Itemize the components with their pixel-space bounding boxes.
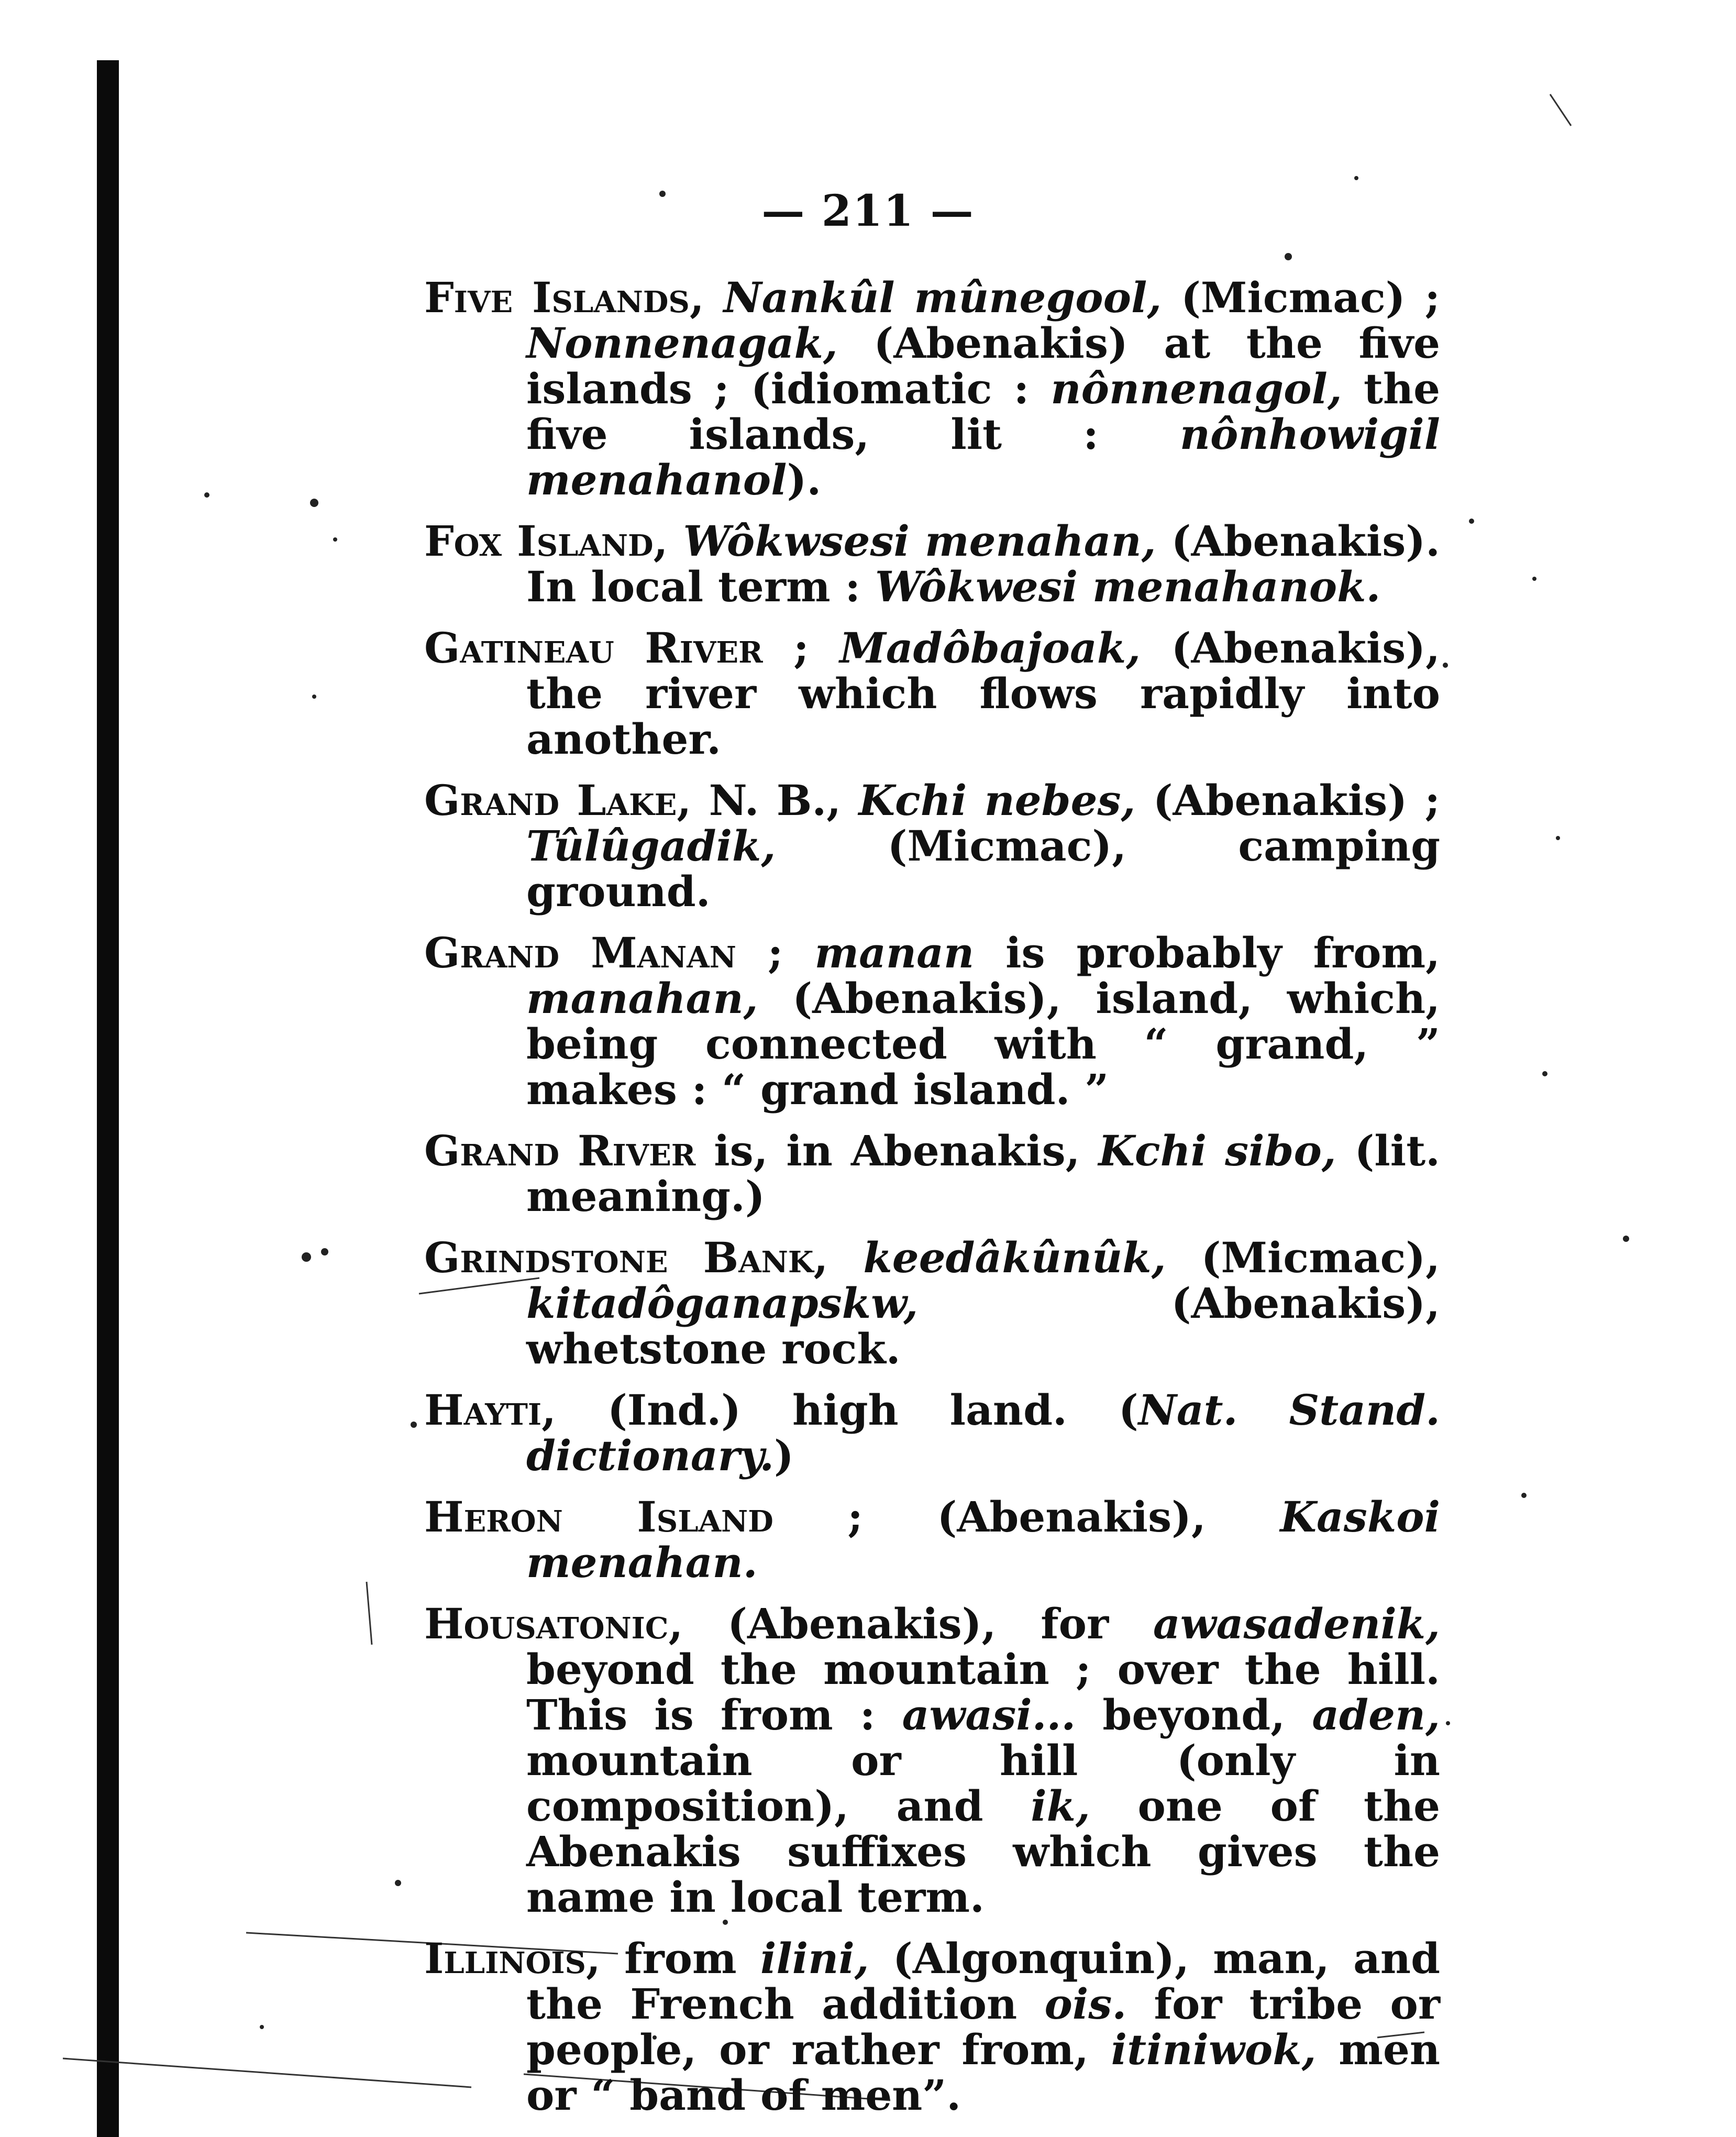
entry-headword: Housatonic, <box>424 1599 683 1648</box>
entry-text <box>668 516 683 566</box>
entry-text: (lit. meaning.) <box>526 1126 1440 1221</box>
native-name: manan <box>814 928 975 977</box>
entry-text: ; <box>736 928 815 977</box>
entry <box>424 1235 1440 1372</box>
entry-headword: Grand River <box>424 1126 696 1175</box>
native-name: nônnenagol, <box>1051 364 1342 413</box>
entry-text: for tribe or people, or rather from, <box>526 1979 1440 2074</box>
entry <box>424 1128 1440 1219</box>
entry-text: (Micmac), <box>1166 1233 1440 1282</box>
entry <box>424 275 1440 503</box>
entry <box>424 1387 1440 1479</box>
entry-text: (Abenakis), whetstone rock. <box>526 1279 1440 1373</box>
entry-headword: Illinois, <box>424 1934 601 1983</box>
entry-text: the five islands, lit : <box>526 364 1441 459</box>
entry-text: from <box>600 1934 760 1983</box>
entry-text: ). <box>787 455 822 504</box>
entry-text: (Abenakis), the river which flows rapidly into another. <box>526 623 1441 764</box>
entry-text: (Ind.) high land. ( <box>556 1385 1138 1435</box>
entry-text: ) <box>774 1431 794 1480</box>
native-name: manahan, <box>526 974 758 1023</box>
entry-text: is, in Abenakis, <box>695 1126 1099 1175</box>
entry-text: (Abenakis). In local term : <box>526 516 1440 611</box>
gazetteer-entries <box>424 275 1440 2134</box>
entry-text: (Abenakis) ; <box>1135 776 1441 825</box>
entry-text: is probably from, <box>974 928 1441 977</box>
native-name: kitadôganapskw, <box>526 1279 919 1328</box>
entry-headword: Heron Island <box>424 1492 773 1541</box>
entry-headword: Five Islands, <box>424 273 704 322</box>
entry-text: (Abenakis), island, which, being connected with “ grand, ” makes : “ grand island. ” <box>526 974 1440 1114</box>
entry-headword: Fox Island, <box>424 516 668 566</box>
entry-text: ; (Abenakis), <box>773 1492 1280 1541</box>
entry-headword: Gatineau River <box>424 623 763 673</box>
native-name: Wôkwsesi menahan, <box>683 516 1156 566</box>
entry-text <box>828 1233 863 1282</box>
native-name: Kchi nebes, <box>858 776 1136 825</box>
page-number: — 211 — <box>761 186 975 236</box>
native-name: Madôbajoak, <box>839 623 1141 673</box>
native-name: itiniwok, <box>1111 2025 1317 2074</box>
entry-text: (Abenakis) at the five islands ; (idiomatic : <box>526 318 1440 413</box>
native-name: awasi... <box>902 1690 1076 1739</box>
entry-text <box>704 273 724 322</box>
entry-headword: Grand Lake, <box>424 776 692 825</box>
entry-text: (Micmac) ; <box>1162 273 1440 322</box>
entry-text: (Micmac), camping ground. <box>526 821 1440 916</box>
native-name: aden, <box>1312 1690 1441 1739</box>
entry-text: (Abenakis), for <box>683 1599 1153 1648</box>
entry-headword: Hayti, <box>424 1385 556 1435</box>
entry <box>424 1936 1440 2118</box>
native-name: ik, <box>1031 1781 1090 1831</box>
native-name: awasadenik, <box>1153 1599 1440 1648</box>
native-name: Nat. Stand. dictionary. <box>526 1385 1440 1480</box>
native-name: Kaskoi menahan. <box>526 1492 1440 1587</box>
entry <box>424 1601 1440 1920</box>
entry-headword: Grand Manan <box>424 928 736 977</box>
entry <box>424 778 1440 915</box>
entry-text: beyond, <box>1076 1690 1312 1739</box>
native-name: Kchi sibo, <box>1098 1126 1336 1175</box>
native-name: Wôkwesi menahanok. <box>875 562 1381 611</box>
entry-text: ; <box>762 623 840 673</box>
entry <box>424 625 1440 762</box>
native-name: nônhowigil menahanol <box>526 410 1440 504</box>
native-name: ois. <box>1044 1979 1127 2029</box>
entry-text: (Algonquin), man, and the French addition <box>526 1934 1440 2029</box>
entry-text: men or “ band of men”. <box>526 2025 1441 2120</box>
native-name: Tûlûgadik, <box>526 821 776 871</box>
entry <box>424 1494 1440 1585</box>
entry <box>424 930 1440 1112</box>
entry-text: beyond the mountain ; over the hill. This is from : <box>526 1645 1440 1739</box>
entry-text: N. B., <box>691 776 859 825</box>
native-name: keedâkûnûk, <box>863 1233 1166 1282</box>
entry-text: mountain or hill (only in composition), and <box>526 1736 1440 1831</box>
entry-headword: Grindstone Bank, <box>424 1233 828 1282</box>
native-name: Nonnenagak, <box>526 318 838 368</box>
entry-text: one of the Abenakis suffixes which gives the name in local term. <box>526 1781 1440 1922</box>
native-name: Nankûl mûnegool, <box>723 273 1162 322</box>
entry <box>424 516 1440 611</box>
native-name: ilini, <box>760 1934 869 1983</box>
